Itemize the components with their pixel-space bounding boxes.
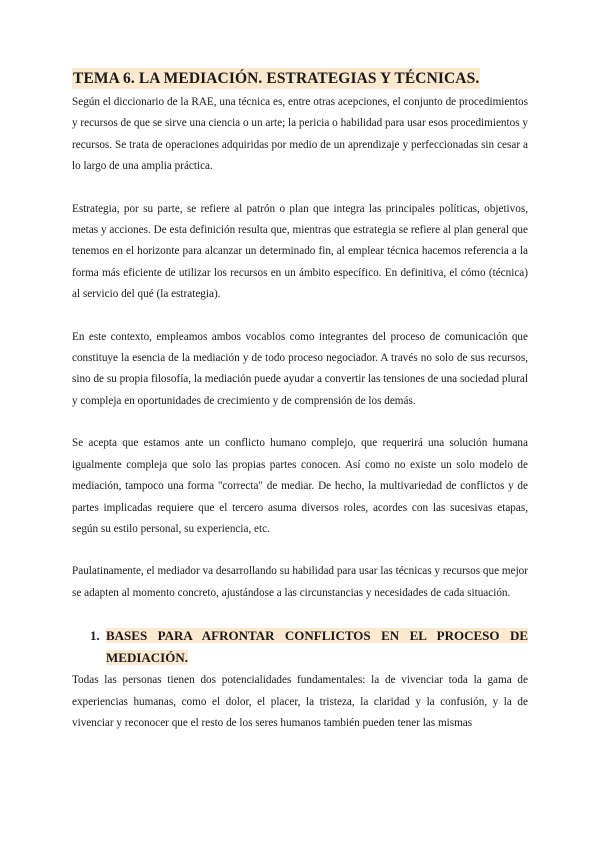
paragraph-section-intro: Todas las personas tienen dos potencialidades fundamentales: la de vivenciar toda la gama de experiencias humanas, como el dolor, el placer, la tristeza, la claridad y la confusión, y la de vivenciar y reconocer que el resto de los seres humanos también pueden tener las mismas xyxy=(72,674,528,729)
paragraph-strategy-definition: Estrategia, por su parte, se refiere al patrón o plan que integra las principales políticas, objetivos, metas y acciones. De esta definición resulta que, mientras que estrategia se refiere al plan general que tenemos en el horizonte para alcanzar un determinado fin, al emplear técnica hacemos referencia a la forma más eficiente de utilizar los recursos en un ámbito específico. En definitiva, el cómo (técnica) al servicio del qué (la estrategia). xyxy=(72,202,528,301)
document-title: TEMA 6. LA MEDIACIÓN. ESTRATEGIAS Y TÉCNICAS. xyxy=(73,70,480,87)
section-number: 1. xyxy=(90,628,100,644)
paragraph-complex-conflict: Se acepta que estamos ante un conflicto humano complejo, que requerirá una solución humana igualmente compleja que solo las propias partes conocen. Así como no existe un solo modelo de mediación, tampoco una forma "correcta" de mediar. De hecho, la multivariedad de conflictos y de partes implicadas requiere que el tercero asuma diversos roles, acordes con las sucesivas etapas, según su estilo personal, su experiencia, etc. xyxy=(72,437,528,535)
paragraph-communication-context: En este contexto, empleamos ambos vocablos como integrantes del proceso de comunicación que constituye la esencia de la mediación y de todo proceso negociador. A través no solo de sus recursos, sino de su propia filosofía, la mediación puede ayudar a convertir las tensiones de una sociedad plural y compleja en oportunidades de crecimiento y de comprensión de los demás. xyxy=(72,330,528,407)
document-page xyxy=(72,68,528,734)
paragraph-technique-definition: Según el diccionario de la RAE, una técnica es, entre otras acepciones, el conjunto de procedimientos y recursos de que se sirve una ciencia o un arte; la pericia o habilidad para usar esos procedimientos y recursos. Se trata de operaciones adquiridas por medio de un aprendizaje y perfeccionadas sin cesar a lo largo de una amplia práctica. xyxy=(72,96,528,173)
section-heading-text: BASES PARA AFRONTAR CONFLICTOS EN EL PROCESO DE MEDIACIÓN. xyxy=(106,628,528,665)
paragraph-mediator-skill: Paulatinamente, el mediador va desarrollando su habilidad para usar las técnicas y recursos que mejor se adapten al momento concreto, ajustándose a las circunstancias y necesidades de cada situación. xyxy=(72,565,528,599)
section-heading xyxy=(72,625,528,668)
